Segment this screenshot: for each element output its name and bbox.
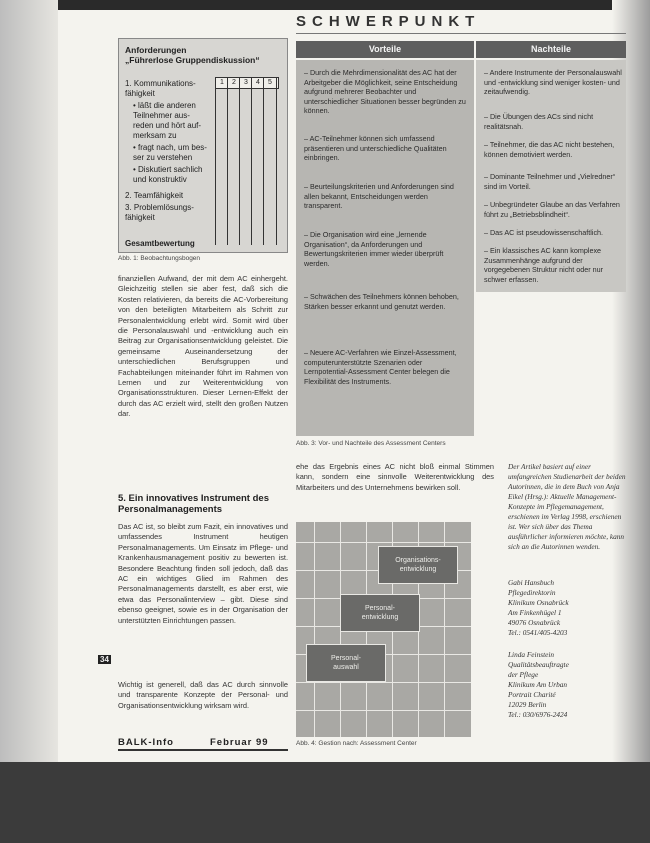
- pros-cons-table: [296, 41, 626, 436]
- page-number: 34: [100, 655, 109, 664]
- table-caption: Abb. 3: Vor- und Nachteile des Assessment Centers: [296, 440, 446, 447]
- rating-scale-3: 3: [244, 79, 248, 86]
- criteria-list: [125, 79, 213, 225]
- grid-line: [276, 77, 277, 245]
- pro-item: – Beurteilungskriterien und Anforderungen sind allen bekannt, Entscheidungen werden transparent.: [304, 182, 454, 210]
- scan-shadow-bottom: [0, 762, 650, 843]
- diagram-box-organisation: Organisations- entwicklung: [378, 546, 458, 584]
- con-item: – Unbegründeter Glaube an das Verfahren führt zu „Betriebsblindheit“.: [484, 200, 620, 219]
- section-header: SCHWERPUNKT: [296, 13, 481, 30]
- con-item: – Die Übungen des ACs sind nicht realitätsnah.: [484, 112, 594, 131]
- pro-item: – Durch die Mehrdimensionalität des AC hat der Arbeitgeber die Möglichkeit, seine Entscheidung aufgrund mehrerer Beobachter und unterschiedlicher Situationen besser begründen zu können.: [304, 68, 466, 115]
- grid-line: [215, 77, 216, 245]
- diagram-grid-line: [296, 542, 471, 543]
- grid-line: [227, 77, 228, 245]
- rating-scale-5: 5: [268, 79, 272, 86]
- grid-line: [263, 77, 264, 245]
- figure-caption: Abb. 1: Beobachtungsbogen: [118, 255, 201, 262]
- scan-shadow-left: [0, 0, 58, 843]
- rating-scale-1: 1: [220, 79, 224, 86]
- criterion: 1. Kommunikations- fähigkeit: [125, 79, 196, 98]
- author-contact: Linda Feinstein Qualitätsbeauftragte der Pflege Klinikum Am Urban Portrait Charité 12029 Berlin Tel.: 030/6976-2424: [508, 650, 569, 719]
- author-contact: Gabi Hansbuch Pflegedirektorin Klinikum Osnabrück Am Finkenhügel 1 49076 Osnabrück Tel.: 0541/405-4203: [508, 578, 569, 637]
- con-item: – Ein klassisches AC kann komplexe Zusammenhänge aufgrund der vorgegebenen Struktur nicht oder nur schwer erfassen.: [484, 246, 604, 284]
- rating-scale: [215, 77, 279, 89]
- con-item: – Dominante Teilnehmer und „Vielredner“ sind im Vorteil.: [484, 172, 616, 191]
- scan-border-top: [0, 0, 650, 10]
- footer-brand: BALK-Info: [118, 737, 174, 748]
- cons-column: [476, 60, 626, 292]
- criterion: 2. Teamfähigkeit: [125, 191, 184, 200]
- pros-column: [296, 60, 474, 436]
- con-item: – Das AC ist pseudowissenschaftlich.: [484, 228, 604, 237]
- rating-scale-2: 2: [232, 79, 236, 86]
- con-item: – Andere Instrumente der Personalauswahl und -entwicklung sind weniger kosten- und zeitaufwendig.: [484, 68, 622, 96]
- pro-item: – Die Organisation wird eine „lernende Organisation“, da Anforderungen und Bewertungskriterien immer wieder überprüft werden.: [304, 230, 444, 268]
- body-paragraph: Wichtig ist generell, daß das AC durch sinnvolle und transparente Konzepte der Personal- und Organisationsentwicklung wirksam wird.: [118, 680, 288, 710]
- grid-line: [239, 77, 240, 245]
- header-rule: [296, 33, 626, 34]
- table-header-cons: Nachteile: [476, 41, 626, 58]
- pro-item: – Neuere AC-Verfahren wie Einzel-Assessment, computerunterstützte Szenarien oder Lernpotential-Assessment Center belegen die Flexibilität des Instruments.: [304, 348, 457, 386]
- rating-scale-4: 4: [256, 79, 260, 86]
- pro-item: – AC-Teilnehmer können sich umfassend präsentieren und unterschiedliche Qualitäten einbringen.: [304, 134, 447, 162]
- diagram-grid-line: [296, 710, 471, 711]
- criterion: • fragt nach, um bes- ser zu verstehen: [133, 143, 207, 162]
- con-item: – Teilnehmer, die das AC nicht bestehen, können demotiviert werden.: [484, 140, 615, 159]
- footer-date: Februar 99: [210, 737, 269, 748]
- evaluation-form: [118, 38, 288, 253]
- total-rating-label: Gesamtbewertung: [125, 239, 195, 248]
- grid-line: [251, 77, 252, 245]
- evaluation-form-title: Anforderungen „Führerlose Gruppendiskussion“: [125, 45, 260, 65]
- footer-rule: [118, 749, 288, 751]
- section-heading: 5. Ein innovatives Instrument des Personalmanagements: [118, 493, 269, 515]
- criterion: • Diskutiert sachlich und konstruktiv: [133, 165, 203, 184]
- diagram-box-personal-development: Personal- entwicklung: [340, 594, 420, 632]
- body-paragraph: ehe das Ergebnis eines AC nicht bloß einmal Stimmen kann, sondern eine sinnvolle Weiterentwicklung des Mitarbeiters und des Unternehmens bewirken soll.: [296, 462, 494, 492]
- author-note: Der Artikel basiert auf einer umfangreichen Studienarbeit der beiden Autorinnen, die in dem Buch von Anja Eikel (Hrsg.): Aktuelle Management-Konzepte im Pflegemanagement, erschienen im Verlag 1998, erschienen ist. Wer sich über das Thema ausführlicher informieren möchte, kann sich an die Autorinnen wenden.: [508, 462, 626, 551]
- criterion: • läßt die anderen Teilnehmer aus- reden und hört auf- merksam zu: [133, 101, 202, 140]
- criterion: 3. Problemlösungs- fähigkeit: [125, 203, 194, 222]
- rating-grid: [215, 77, 277, 245]
- body-paragraph: Das AC ist, so bleibt zum Fazit, ein innovatives und umfassendes Instrument heutigen Personalmanagements. Um Einsatz im Pflege- und Krankenhausmanagement positiv zu bewerten ist. Besondere Beachtung finden soll jedoch, daß das AC ein wichtiges Glied im Rahmen des Personalmanagements darstellt, es aber erst, wie etwa das Personalinterview – gibt. Diese sind ebenso geeignet, sowie es in der Organisation der unterstützten Einrichtungen passen.: [118, 522, 288, 625]
- table-header-pros: Vorteile: [296, 41, 474, 58]
- development-diagram: [296, 522, 471, 737]
- diagram-box-selection: Personal- auswahl: [306, 644, 386, 682]
- diagram-grid-line: [314, 522, 315, 737]
- pro-item: – Schwächen des Teilnehmers können behoben, Stärken besser erkannt und genutzt werden.: [304, 292, 459, 311]
- diagram-caption: Abb. 4: Gestion nach: Assessment Center: [296, 740, 417, 747]
- body-paragraph: finanziellen Aufwand, der mit dem AC einhergeht. Gleichzeitig stellen sie aber fest, daß sich die Kosten relativieren, da bereits die AC-Vorbereitung von den beteiligten Mitarbeitern als Schritt zur Personalentwicklung erlebt wird. Somit wird über die Personalauswahl und -entwicklung auch ein Beitrag zur Organisationsentwicklung geleistet. Die gemeinsame Auseinandersetzung der unterschiedlichen Berufsgruppen und Fachabteilungen miteinander führt im Rahmen von Lernen und zur Weiterentwicklung von Organisationsstrukturen. Dieser Lernen-Effekt der durch das AC erzielt wird, stellt den großen Nutzen dar.: [118, 274, 288, 419]
- diagram-grid-line: [296, 682, 471, 683]
